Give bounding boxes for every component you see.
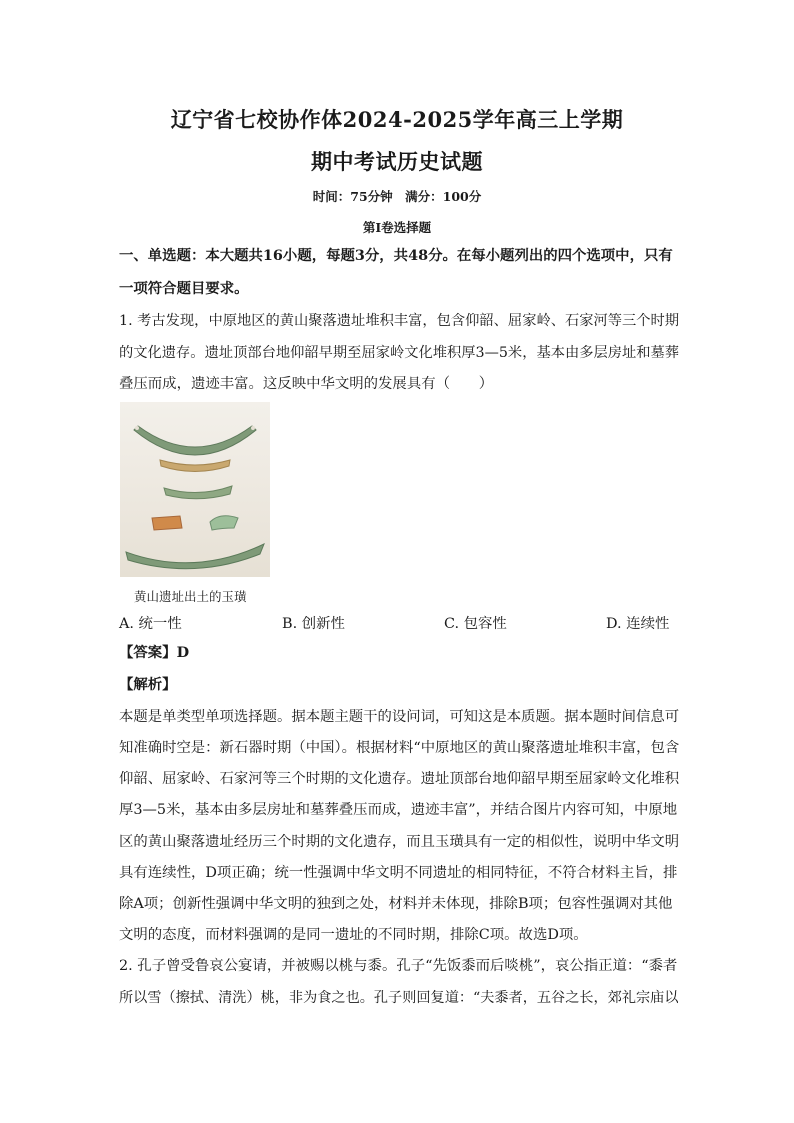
jade-huang-photo [120,402,270,577]
q1-analysis-line: 厚3—5米，基本由多层房址和墓葬叠压而成，遗迹丰富”，并结合图片内容可知，中原地 [119,802,678,818]
q1-analysis-line: 区的黄山聚落遗址经历三个时期的文化遗存，而且玉璜具有一定的相似性，说明中华文明 [119,834,680,850]
q1-stem-line: 叠压而成，遗迹丰富。这反映中华文明的发展具有（ ） [119,376,494,392]
q1-answer: 【答案】D [119,644,190,661]
q1-option-c: C. 包容性 [444,616,507,632]
q2-stem-line: 所以雪（擦拭、清洗）桃，非为食之也。孔子则回复道：“夫黍者，五谷之长，郊礼宗庙以 [119,990,679,1006]
q1-analysis-line: 本题是单类型单项选择题。据本题主题干的设问词，可知这是本质题。据本题时间信息可 [119,709,680,725]
q1-stem-line: 的文化遗存。遗址顶部台地仰韶早期至屈家岭文化堆积厚3—5米，基本由多层房址和墓葬 [119,345,680,361]
figure-caption: 黄山遗址出土的玉璜 [134,589,247,604]
exam-time-info: 时间：75分钟 满分：100分 [312,189,482,204]
part1-heading-line1: 一、单选题：本大题共16小题，每题3分，共48分。在每小题列出的四个选项中，只有 [119,247,673,264]
q1-analysis-line: 仰韶、屈家岭、石家河等三个时期的文化遗存。遗址顶部台地仰韶早期至屈家岭文化堆积 [119,771,680,787]
q1-stem-line: 1. 考古发现，中原地区的黄山聚落遗址堆积丰富，包含仰韶、屈家岭、石家河等三个时期 [119,313,680,329]
q2-stem-line: 2. 孔子曾受鲁哀公宴请，并被赐以桃与黍。孔子“先饭黍而后啖桃”，哀公指正道：“黍者 [119,958,678,974]
part1-heading-line2: 一项符合题目要求。 [119,280,249,297]
exam-title-line1: 辽宁省七校协作体2024-2025学年高三上学期 [170,107,624,132]
q1-analysis-line: 具有连续性，D项正确；统一性强调中华文明不同遗址的相同特征，不符合材料主旨，排 [119,865,678,881]
q1-analysis-line: 文明的态度，而材料强调的是同一遗址的不同时期，排除C项。故选D项。 [119,927,588,943]
jade-huang-illustration [120,402,270,577]
q1-option-d: D. 连续性 [606,616,670,632]
exam-title-line2: 期中考试历史试题 [311,149,483,174]
q1-analysis-line: 知准确时空是：新石器时期（中国）。根据材料“中原地区的黄山聚落遗址堆积丰富，包含 [119,740,680,756]
q1-analysis-label: 【解析】 [119,676,177,693]
q1-analysis-line: 除A项；创新性强调中华文明的独到之处，材料并未体现，排除B项；包容性强调对其他 [119,896,673,912]
q1-option-b: B. 创新性 [282,616,345,632]
section-title: 第I卷选择题 [362,220,432,235]
q1-option-a: A. 统一性 [119,616,182,632]
